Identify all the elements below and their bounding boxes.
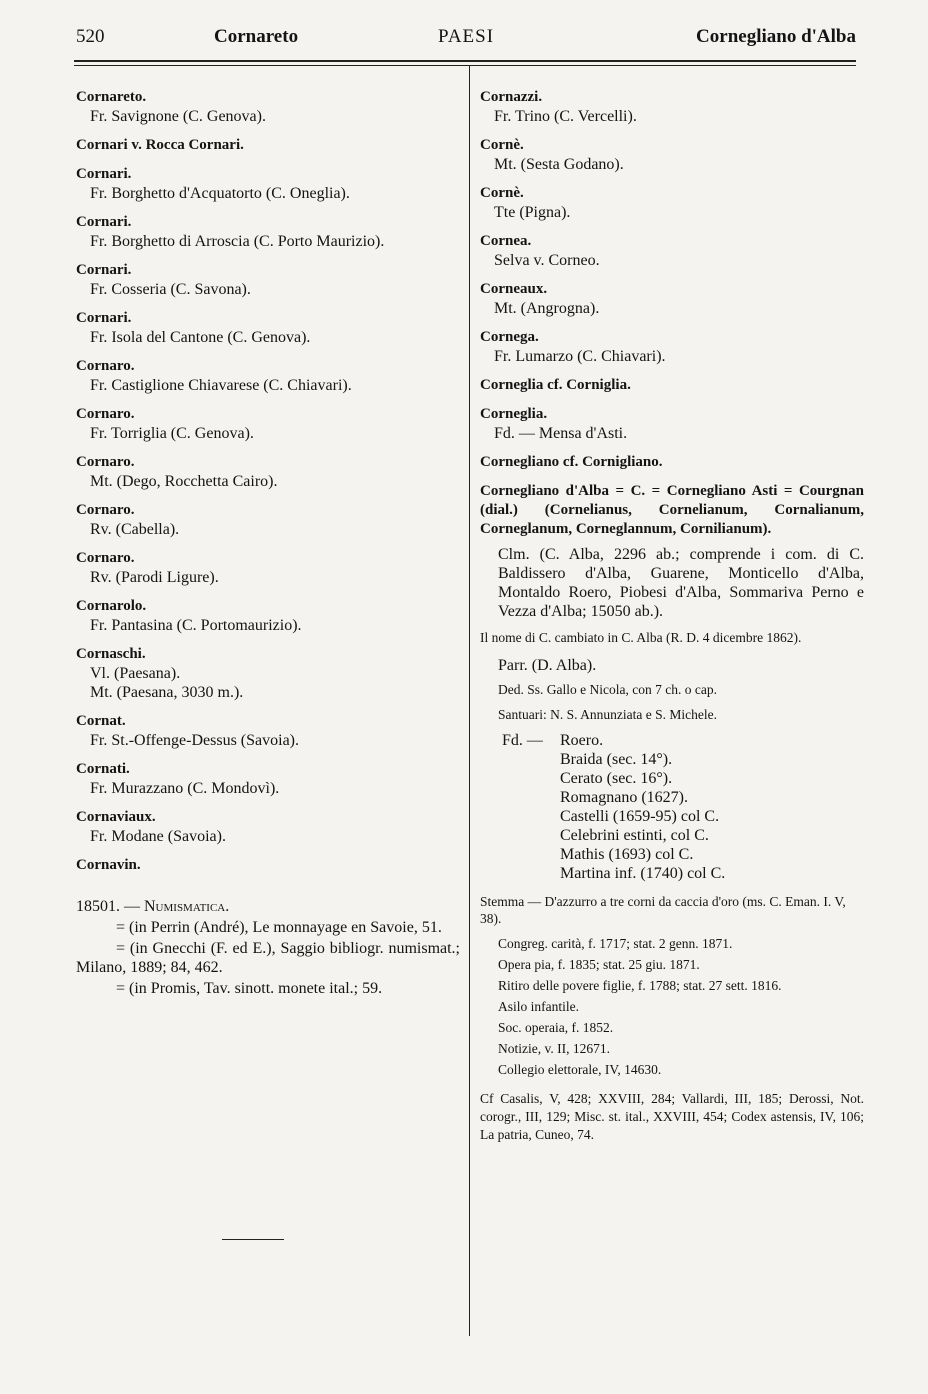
- dictionary-entry: [76, 165, 460, 203]
- entry-headword: Cornari.: [76, 214, 132, 230]
- entry-headword: Cornari.: [76, 262, 132, 278]
- entry-headword: Cornaviaux.: [76, 809, 156, 825]
- entry-headword: Cornareto.: [76, 89, 147, 105]
- page-header: [74, 26, 856, 56]
- institution-note: Notizie, v. II, 12671.: [498, 1041, 610, 1056]
- feudal-family: Roero.: [560, 732, 604, 749]
- entry-headword: Cornè.: [480, 185, 524, 201]
- feudal-lords: [480, 731, 864, 883]
- coat-of-arms: Stemma — D'azzurro a tre corni da caccia d'oro (ms. C. Eman. I. V, 38).: [480, 894, 846, 926]
- header-last-entry: Cornegliano d'Alba: [696, 26, 856, 47]
- entry-detail: Fr. Castiglione Chiavarese (C. Chiavari).: [90, 377, 352, 394]
- entry-detail: Fr. Isola del Cantone (C. Genova).: [90, 329, 311, 346]
- entry-detail: Rv. (Parodi Ligure).: [90, 569, 219, 586]
- entry-detail: Selva v. Corneo.: [494, 252, 600, 269]
- entry-headword: Cornè.: [480, 137, 524, 153]
- bibliography-references: Cf Casalis, V, 428; XXVIII, 284; Vallardi, III, 185; Derossi, Not. corogr., III, 129; Misc. st. ital., XXVIII, 454; Codex astensis, IV, 106; La patria, Cuneo, 74.: [480, 1091, 864, 1142]
- dictionary-entry: [480, 232, 864, 270]
- entry-detail: Fr. St.-Offenge-Dessus (Savoia).: [90, 732, 300, 749]
- entry-detail: Mt. (Paesana, 3030 m.).: [90, 684, 244, 701]
- entry-headword: Corneglia cf. Corniglia.: [480, 377, 631, 393]
- dictionary-entry: [76, 88, 460, 126]
- right-column: [480, 88, 864, 1144]
- dictionary-entry: [76, 501, 460, 539]
- entry-detail: Fr. Cosseria (C. Savona).: [90, 281, 251, 298]
- entry-headword: Cornaro.: [76, 454, 135, 470]
- feudal-family: Braida (sec. 14°).: [560, 751, 673, 768]
- dictionary-entry: [76, 136, 460, 155]
- dictionary-entry: [76, 405, 460, 443]
- entry-headword: Cornari v. Rocca Cornari.: [76, 137, 244, 153]
- entry-headword: Cornaschi.: [76, 646, 146, 662]
- dictionary-entry: [76, 856, 460, 875]
- institution-note: Collegio elettorale, IV, 14630.: [498, 1062, 662, 1077]
- column-divider: [469, 66, 470, 1336]
- entry-detail: Mt. (Dego, Rocchetta Cairo).: [90, 473, 278, 490]
- dictionary-entry: [76, 453, 460, 491]
- entry-headword: Cornaro.: [76, 358, 135, 374]
- left-column: [76, 88, 460, 998]
- entry-headword: Cornavin.: [76, 857, 141, 873]
- entry-detail: Vl. (Paesana).: [90, 665, 181, 682]
- entry-headword: Cornaro.: [76, 550, 135, 566]
- feudal-family: Martina inf. (1740) col C.: [560, 865, 726, 882]
- dictionary-entry: [76, 597, 460, 635]
- dictionary-entry: [76, 549, 460, 587]
- entry-headword: Cornat.: [76, 713, 126, 729]
- institution-notes: [480, 935, 864, 1078]
- dictionary-entry: [76, 357, 460, 395]
- feudal-label: Fd. —: [502, 732, 543, 749]
- numismatica-heading: [76, 897, 460, 916]
- entry-detail: Fr. Trino (C. Vercelli).: [494, 108, 637, 125]
- entry-detail: Fr. Modane (Savoia).: [90, 828, 226, 845]
- dictionary-entry: [480, 136, 864, 174]
- dictionary-entry: [76, 645, 460, 702]
- dedication: Ded. Ss. Gallo e Nicola, con 7 ch. o cap.: [498, 682, 717, 697]
- entry-detail: Fd. — Mensa d'Asti.: [494, 425, 628, 442]
- entry-detail: Fr. Borghetto di Arroscia (C. Porto Maurizio).: [90, 233, 385, 250]
- feudal-family: Cerato (sec. 16°).: [560, 770, 673, 787]
- institution-note: Congreg. carità, f. 1717; stat. 2 genn. 1871.: [498, 936, 733, 951]
- dictionary-entry: [480, 453, 864, 472]
- feudal-family: Celebrini estinti, col C.: [560, 827, 709, 844]
- feudal-list: [560, 731, 864, 883]
- entry-detail: Fr. Borghetto d'Acquatorto (C. Oneglia).: [90, 185, 350, 202]
- institution-note: Ritiro delle povere figlie, f. 1788; stat. 27 sett. 1816.: [498, 978, 782, 993]
- dictionary-entry: [480, 184, 864, 222]
- entry-headword: Cornari.: [76, 166, 132, 182]
- dictionary-entry: [76, 261, 460, 299]
- entry-headword: Cornea.: [480, 233, 532, 249]
- entry-headword: Cornega.: [480, 329, 539, 345]
- numismatica-reference: = (in Promis, Tav. sinott. monete ital.; 59.: [116, 980, 383, 997]
- numismatica-reference: = (in Perrin (André), Le monnayage en Savoie, 51.: [116, 919, 442, 936]
- main-entry: [480, 482, 864, 539]
- entry-detail: Fr. Murazzano (C. Mondovì).: [90, 780, 280, 797]
- dictionary-entry: [480, 88, 864, 126]
- institution-note: Soc. operaia, f. 1852.: [498, 1020, 614, 1035]
- numismatica-section: [76, 897, 460, 998]
- dictionary-entry: [76, 309, 460, 347]
- dictionary-entry: [480, 328, 864, 366]
- feudal-family: Romagnano (1627).: [560, 789, 688, 806]
- dictionary-entry: [76, 213, 460, 251]
- dictionary-entry: [480, 376, 864, 395]
- dictionary-entry: [76, 808, 460, 846]
- dictionary-entry: [480, 280, 864, 318]
- name-change-note: Il nome di C. cambiato in C. Alba (R. D. 4 dicembre 1862).: [480, 630, 802, 645]
- dictionary-entry: [76, 712, 460, 750]
- dictionary-entry: [480, 405, 864, 443]
- numismatica-label: Numismatica.: [144, 898, 230, 915]
- header-rule-top: [74, 60, 856, 62]
- entry-headword: Cornaro.: [76, 502, 135, 518]
- main-entry-clm: Clm. (C. Alba, 2296 ab.; comprende i com. di C. Baldissero d'Alba, Guarene, Monticello d'Alba, Montaldo Roero, Piobesi d'Alba, Sommariva Perno e Vezza d'Alba; 15050 ab.).: [498, 546, 864, 620]
- numismatica-number: 18501. —: [76, 898, 144, 915]
- entry-headword: Cornegliano cf. Cornigliano.: [480, 454, 663, 470]
- entry-headword: Cornati.: [76, 761, 130, 777]
- entry-detail: Fr. Torriglia (C. Genova).: [90, 425, 254, 442]
- institution-note: Opera pia, f. 1835; stat. 25 giu. 1871.: [498, 957, 700, 972]
- feudal-family: Mathis (1693) col C.: [560, 846, 694, 863]
- parish: Parr. (D. Alba).: [498, 657, 597, 674]
- entry-headword: Cornari.: [76, 310, 132, 326]
- entry-detail: Tte (Pigna).: [494, 204, 571, 221]
- entry-detail: Fr. Savignone (C. Genova).: [90, 108, 266, 125]
- entry-detail: Mt. (Sesta Godano).: [494, 156, 624, 173]
- header-section: PAESI: [438, 26, 495, 47]
- entry-detail: Rv. (Cabella).: [90, 521, 180, 538]
- end-rule: [222, 1239, 284, 1240]
- entry-detail: Mt. (Angrogna).: [494, 300, 600, 317]
- feudal-family: Castelli (1659-95) col C.: [560, 808, 720, 825]
- header-rule-bottom: [74, 65, 856, 66]
- entry-headword: Cornazzi.: [480, 89, 543, 105]
- entry-headword: Cornaro.: [76, 406, 135, 422]
- entry-detail: Fr. Pantasina (C. Portomaurizio).: [90, 617, 302, 634]
- entry-detail: Fr. Lumarzo (C. Chiavari).: [494, 348, 666, 365]
- entry-headword: Corneglia.: [480, 406, 548, 422]
- entry-headword: Corneaux.: [480, 281, 548, 297]
- page-number: 520: [76, 26, 105, 47]
- entry-headword: Cornarolo.: [76, 598, 147, 614]
- main-entry-headword: Cornegliano d'Alba = C. = Cornegliano Asti = Courgnan (dial.) (Cornelianus, Cornelianum, Cornalianum, Corneglanum, Corneglannum, Cornilianum).: [480, 483, 864, 537]
- institution-note: Asilo infantile.: [498, 999, 579, 1014]
- dictionary-entry: [76, 760, 460, 798]
- header-first-entry: Cornareto: [214, 26, 299, 47]
- sanctuaries: Santuari: N. S. Annunziata e S. Michele.: [498, 707, 717, 722]
- numismatica-reference: = (in Gnecchi (F. ed E.), Saggio bibliogr. numismat.; Milano, 1889; 84, 462.: [76, 940, 460, 976]
